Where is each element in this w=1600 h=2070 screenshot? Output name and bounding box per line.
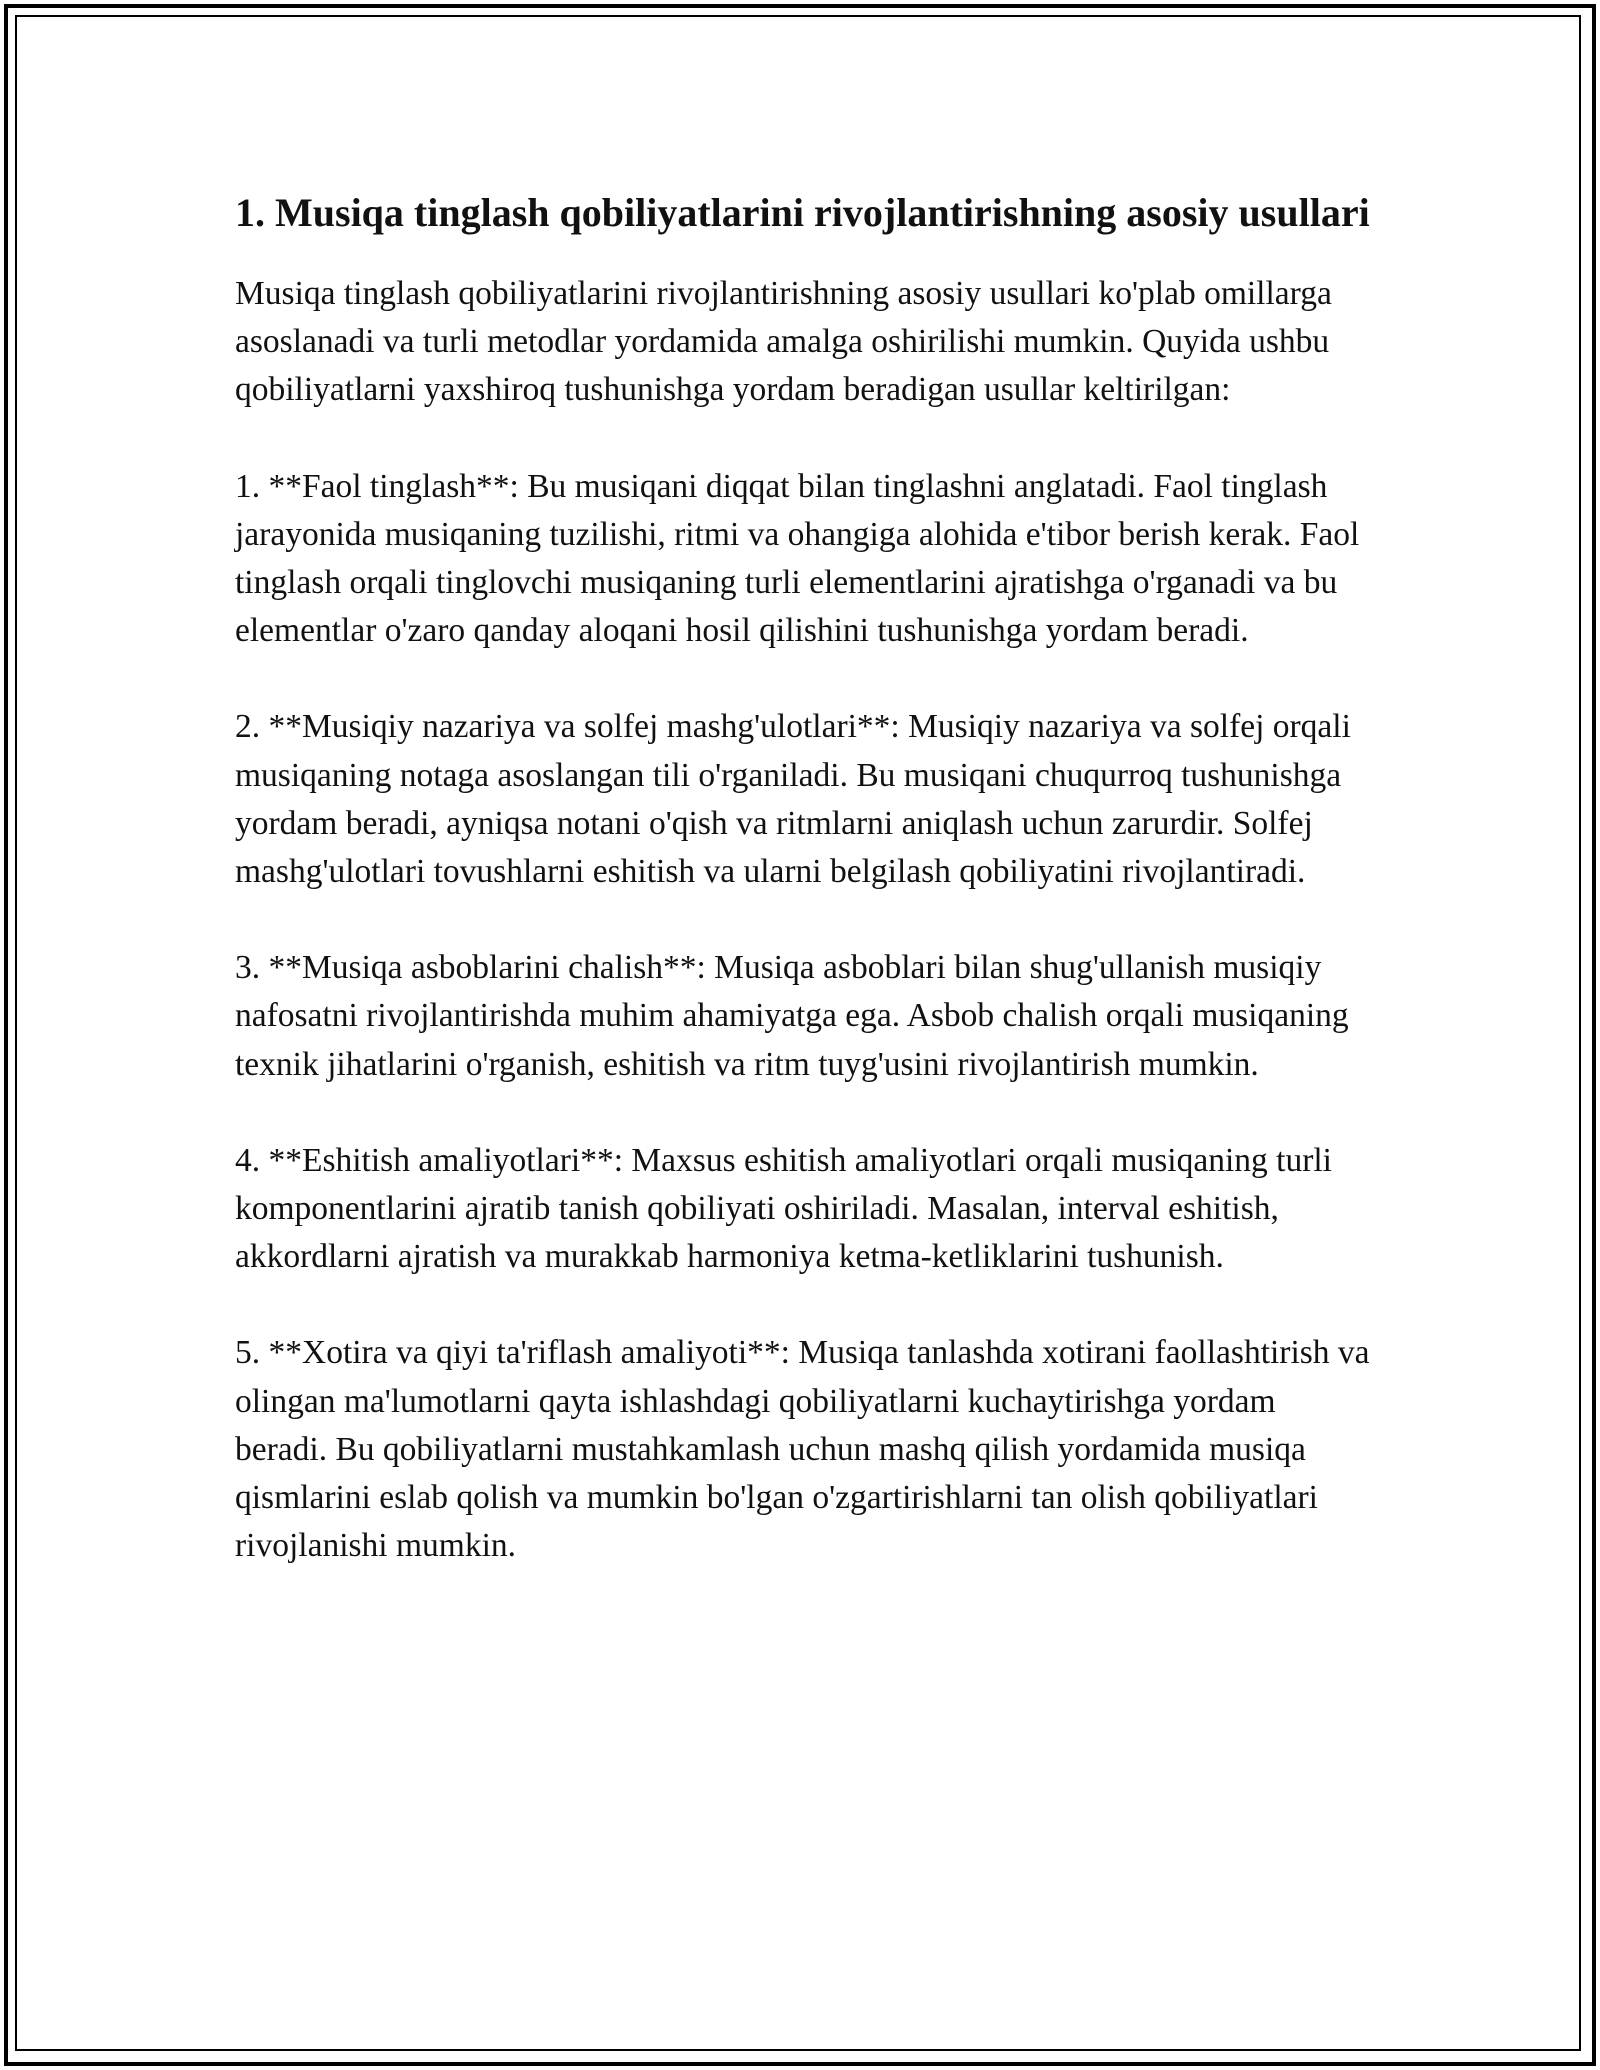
document-body bbox=[235, 185, 1375, 1618]
item-paragraph-musiqa-asboblari: 3. **Musiqa asboblarini chalish**: Musiqa asboblari bilan shug'ullanish musiqiy nafosatni rivojlantirishda muhim ahamiyatga ega. Asbob chalish orqali musiqaning texnik jihatlarini o'rganish, eshitish va ritm tuyg'usini rivojlantirish mumkin. bbox=[235, 949, 1349, 1083]
item-paragraph-musiqiy-nazariya: 2. **Musiqiy nazariya va solfej mashg'ulotlari**: Musiqiy nazariya va solfej orqali musiqaning notaga asoslangan tili o'rganiladi. Bu musiqani chuqurroq tushunishga yordam beradi, ayniqsa notani o'qish va ritmlarni aniqlash uchun zarurdir. Solfej mashg'ulotlari tovushlarni eshitish va ularni belgilash qobiliyatini rivojlantiradi. bbox=[235, 708, 1351, 891]
item-paragraph-xotira-amaliyoti: 5. **Xotira va qiyi ta'riflash amaliyoti**: Musiqa tanlashda xotirani faollashtirish va olingan ma'lumotlarni qayta ishlashdagi qobiliyatlarni kuchaytirishga yordam beradi. Bu qobiliyatlarni mustahkamlash uchun mashq qilish yordamida musiqa qismlarini eslab qolish va mumkin bo'lgan o'zgartirishlarni tan olish qobiliyatlari rivojlanishi mumkin. bbox=[235, 1334, 1370, 1565]
item-paragraph-faol-tinglash: 1. **Faol tinglash**: Bu musiqani diqqat bilan tinglashni anglatadi. Faol tinglash jarayonida musiqaning tuzilishi, ritmi va ohangiga alohida e'tibor berish kerak. Faol tinglash orqali tinglovchi musiqaning turli elementlarini ajratishga o'rganadi va bu elementlar o'zaro qanday aloqani hosil qilishini tushunishga yordam beradi. bbox=[235, 467, 1360, 650]
section-heading: 1. Musiqa tinglash qobiliyatlarini rivojlantirishning asosiy usullari bbox=[235, 190, 1370, 235]
item-paragraph-eshitish-amaliyotlari: 4. **Eshitish amaliyotlari**: Maxsus eshitish amaliyotlari orqali musiqaning turli komponentlarini ajratib tanish qobiliyati oshiriladi. Masalan, interval eshitish, akkordlarni ajratish va murakkab harmoniya ketma-ketliklarini tushunish. bbox=[235, 1141, 1332, 1276]
intro-paragraph: Musiqa tinglash qobiliyatlarini rivojlantirishning asosiy usullari ko'plab omillarga asoslanadi va turli metodlar yordamida amalga oshirilishi mumkin. Quyida ushbu qobiliyatlarni yaxshiroq tushunishga yordam beradigan usullar keltirilgan: bbox=[235, 275, 1332, 409]
